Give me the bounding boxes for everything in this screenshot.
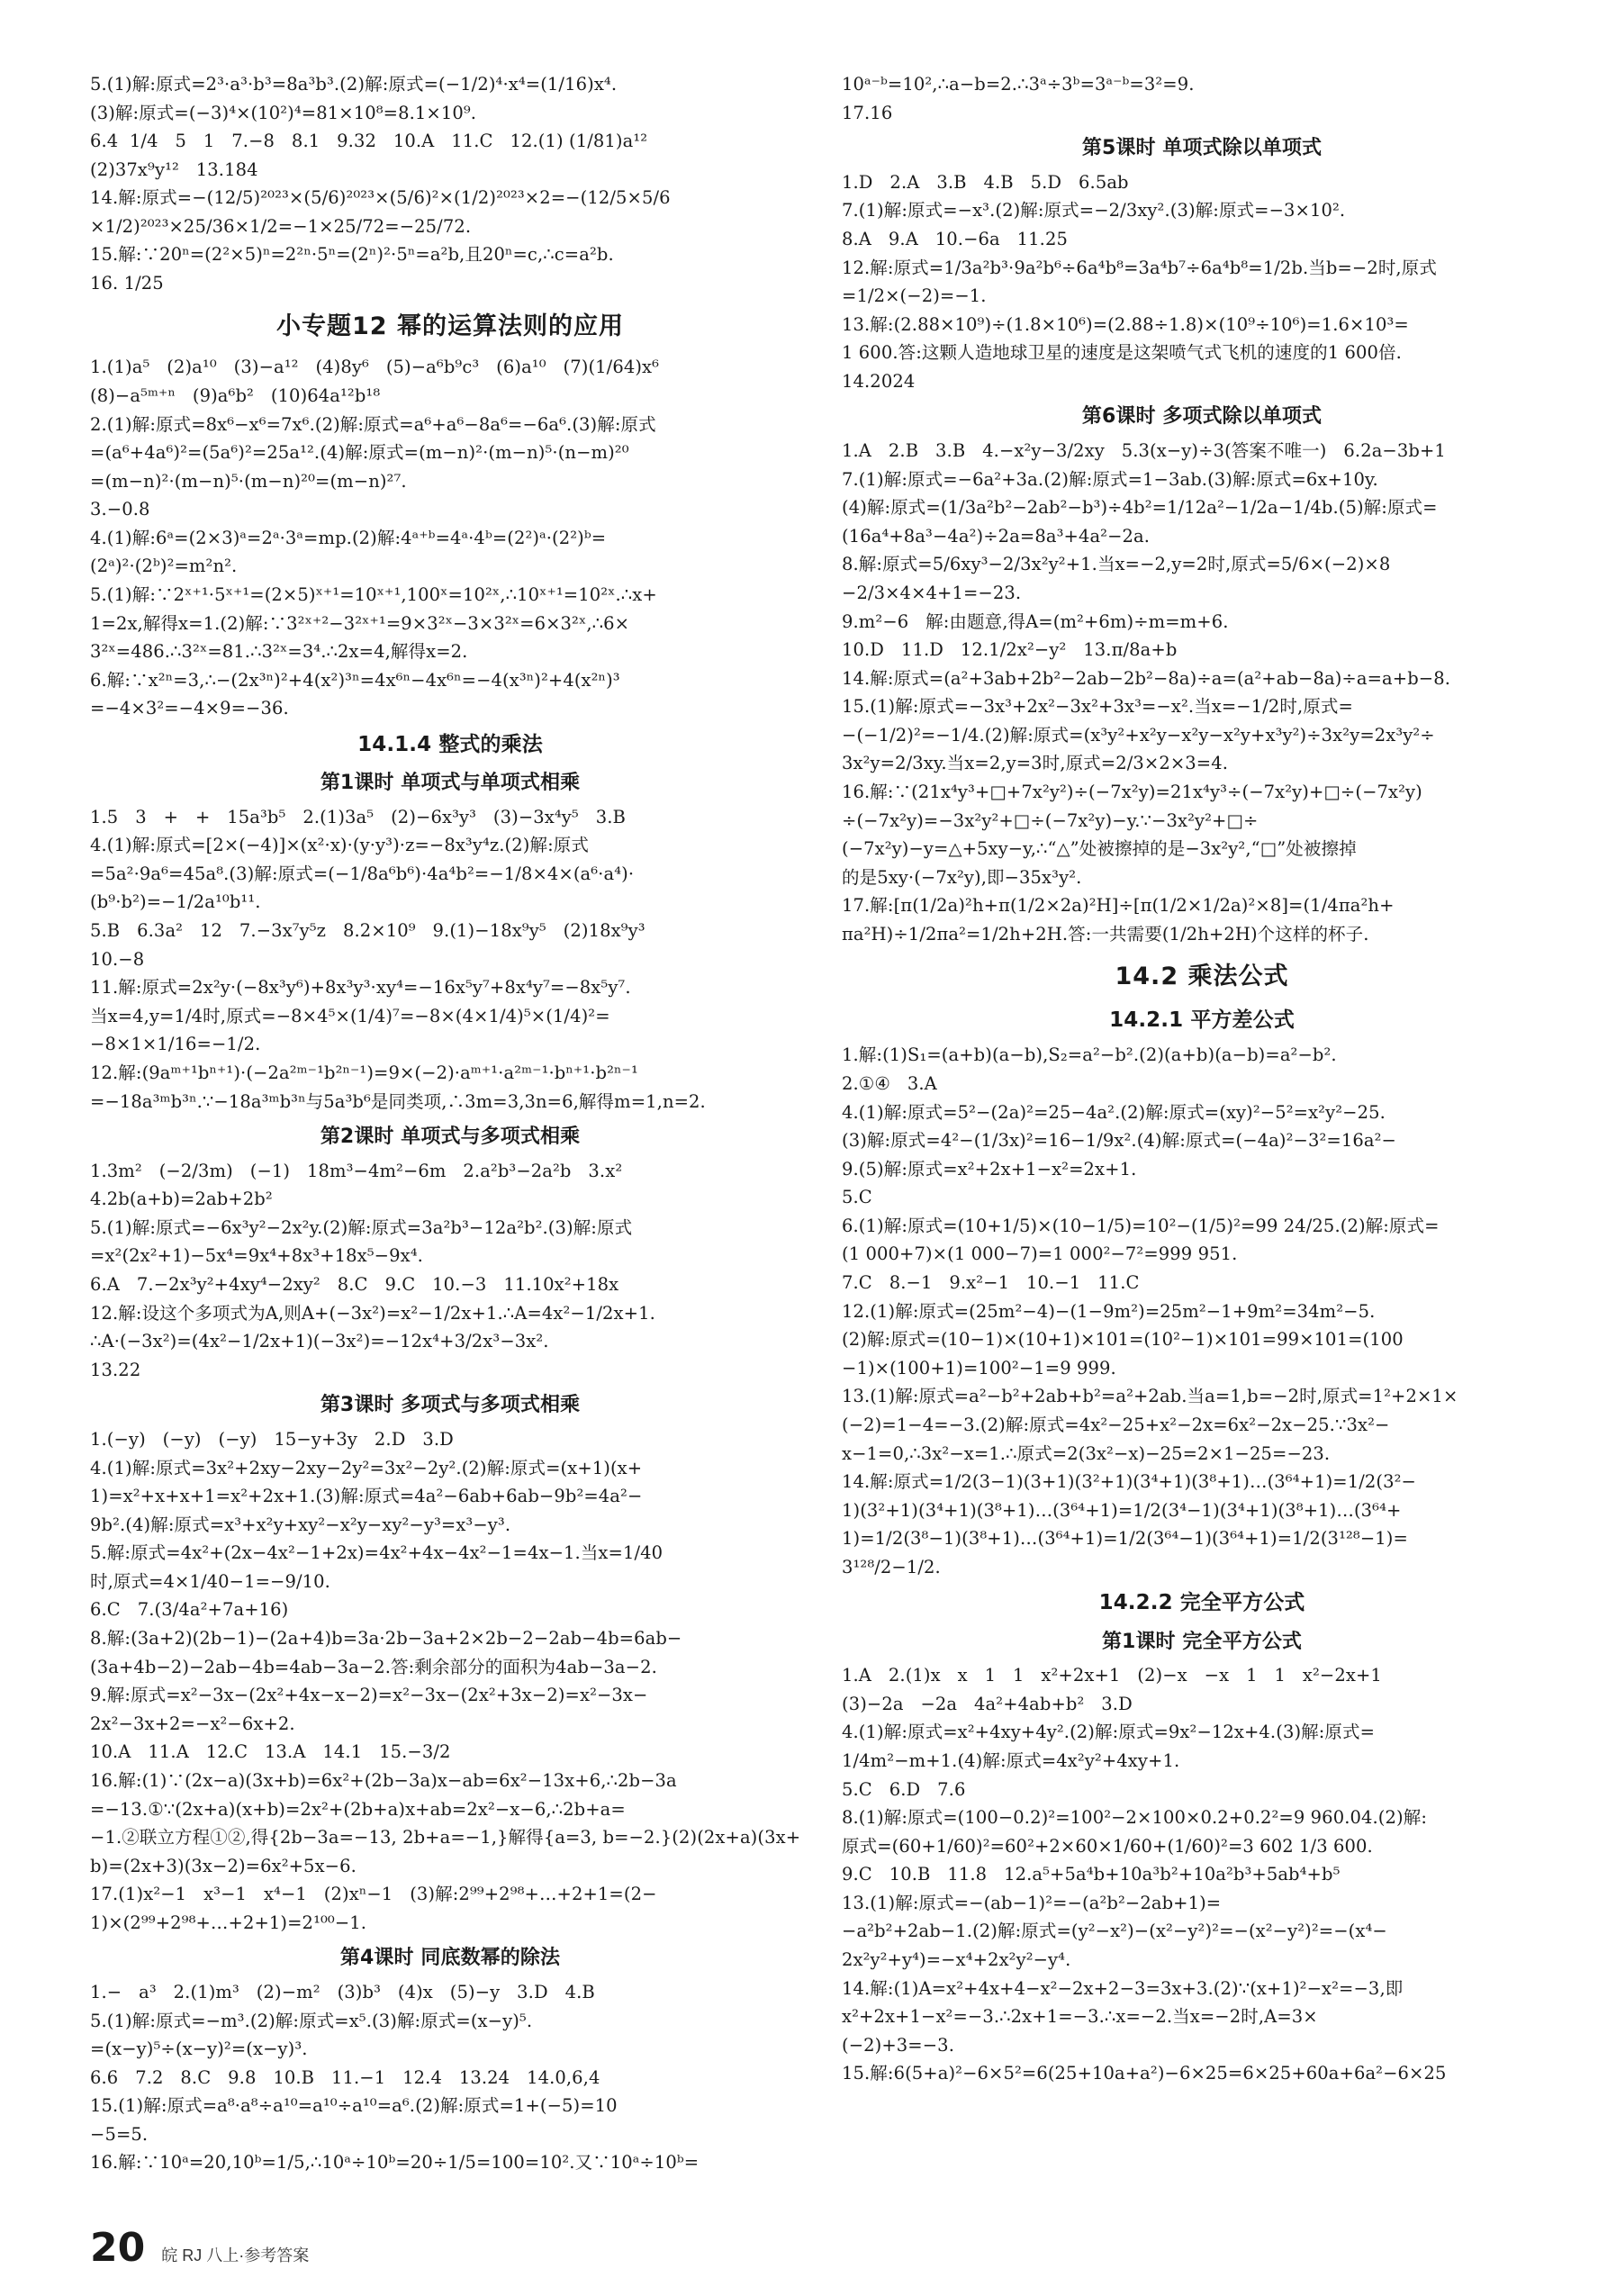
answer-line: 时,原式=4×1/40−1=−9/10. <box>90 1570 330 1592</box>
answer-line: 1)=x²+x+x+1=x²+2x+1.(3)解:原式=4a²−6ab+6ab−9b²=4a²− <box>90 1486 643 1507</box>
answer-line: 16. 1/25 <box>90 273 164 294</box>
answer-line: 1)(3²+1)(3⁴+1)(3⁸+1)…(3⁶⁴+1)=1/2(3⁴−1)(3⁴+1)(3⁸+1)…(3⁶⁴+ <box>842 1499 1402 1521</box>
answer-line: 14.解:原式=1/2(3−1)(3+1)(3²+1)(3⁴+1)(3⁸+1)…(3⁶⁴+1)=1/2(3²− <box>842 1471 1416 1493</box>
answer-line: 2.①④ 3.A <box>842 1073 937 1094</box>
answer-line: =−18a³ᵐb³ⁿ.∵−18a³ᵐb³ⁿ与5a³b⁶是同类项,∴3m=3,3n=6,解得m=1,n=2. <box>90 1090 706 1112</box>
answer-line: 1.(1)a⁵ (2)a¹⁰ (3)−a¹² (4)8y⁶ (5)−a⁶b⁹c³ (6)a¹⁰ (7)(1/64)x⁶ <box>90 357 660 378</box>
answer-line: =1/2×(−2)=−1. <box>842 285 987 307</box>
answer-line: (−2)+3=−3. <box>842 2034 954 2056</box>
lesson-heading: 第6课时 多项式除以单项式 <box>1081 405 1323 429</box>
answer-line: =5a²·9a⁶=45a⁸.(3)解:原式=(−1/8a⁶b⁶)·4a⁴b²=−1/8×4×(a⁶·a⁴)· <box>90 863 635 884</box>
answer-line: 5.(1)解:∵2ˣ⁺¹·5ˣ⁺¹=(2×5)ˣ⁺¹=10ˣ⁺¹,100ˣ=10²ˣ,∴10ˣ⁺¹=10²ˣ.∴x+ <box>90 583 657 605</box>
answer-line: 9.解:原式=x²−3x−(2x²+4x−x−2)=x²−3x−(2x²+3x−2)=x²−3x− <box>90 1685 648 1706</box>
answer-line: =x²(2x²+1)−5x⁴=9x⁴+8x³+18x⁵−9x⁴. <box>90 1245 423 1267</box>
answer-line: (4)解:原式=(1/3a²b²−2ab²−b³)÷4b²=1/12a²−1/2a−1/4b.(5)解:原式= <box>842 497 1438 519</box>
answer-line: −1.②联立方程①②,得{2b−3a=−13, 2b+a=−1,}解得{a=3, b=−2.}(2)(2x+a)(3x+ <box>90 1827 801 1849</box>
answer-line: 17.解:[π(1/2a)²h+π(1/2×2a)²H]÷[π(1/2×1/2a)²×8]=(1/4πa²h+ <box>842 895 1395 917</box>
answer-line: 9.(5)解:原式=x²+2x+1−x²=2x+1. <box>842 1158 1137 1180</box>
answer-line: 12.解:(9aᵐ⁺¹bⁿ⁺¹)·(−2a²ᵐ⁻¹b²ⁿ⁻¹)=9×(−2)·aᵐ⁺¹·a²ᵐ⁻¹·bⁿ⁺¹·b²ⁿ⁻¹ <box>90 1062 638 1083</box>
answer-line: 3.−0.8 <box>90 499 150 520</box>
answer-line: 1.解:(1)S₁=(a+b)(a−b),S₂=a²−b².(2)(a+b)(a−b)=a²−b². <box>842 1044 1337 1066</box>
answer-line: 1=2x,解得x=1.(2)解:∵3²ˣ⁺²−3²ˣ⁺¹=9×3²ˣ−3×3²ˣ=6×3²ˣ,∴6× <box>90 612 630 634</box>
answer-line: 17.16 <box>842 102 893 123</box>
answer-line: 10.A 11.A 12.C 13.A 14.1 15.−3/2 <box>90 1741 451 1763</box>
answer-line: 8.A 9.A 10.−6a 11.25 <box>842 228 1068 249</box>
answer-line: 14.解:原式=−(12/5)²⁰²³×(5/6)²⁰²³×(5/6)²×(1/2)²⁰²³×2=−(12/5×5/6 <box>90 187 671 209</box>
answer-line: 10ᵃ⁻ᵇ=10²,∴a−b=2.∴3ᵃ÷3ᵇ=3ᵃ⁻ᵇ=3²=9. <box>842 74 1195 95</box>
answer-line: 9b².(4)解:原式=x³+x²y+xy²−x²y−xy²−y³=x³−y³. <box>90 1514 511 1535</box>
answer-line: =(m−n)²·(m−n)⁵·(m−n)²⁰=(m−n)²⁷. <box>90 470 407 492</box>
answer-line: 16.解:∵(21x⁴y³+□+7x²y²)÷(−7x²y)=21x⁴y³÷(−7x²y)+□÷(−7x²y) <box>842 781 1422 802</box>
answer-line: 1.5 3 + + 15a³b⁵ 2.(1)3a⁵ (2)−6x³y³ (3)−3x⁴y⁵ 3.B <box>90 806 626 827</box>
answer-line: 1.D 2.A 3.B 4.B 5.D 6.5ab <box>842 171 1129 193</box>
right-column <box>842 70 1562 2088</box>
answer-line: 6.(1)解:原式=(10+1/5)×(10−1/5)=10²−(1/5)²=99 24/25.(2)解:原式= <box>842 1215 1440 1236</box>
lesson-heading: 第1课时 单项式与单项式相乘 <box>320 772 581 795</box>
section-heading: 14.2 乘法公式 <box>1115 963 1289 991</box>
lesson-heading: 第5课时 单项式除以单项式 <box>1081 137 1323 160</box>
answer-line: 4.(1)解:6ᵃ=(2×3)ᵃ=2ᵃ·3ᵃ=mp.(2)解:4ᵃ⁺ᵇ=4ᵃ·4ᵇ=(2²)ᵃ·(2²)ᵇ= <box>90 527 607 548</box>
answer-line: 12.解:原式=1/3a²b³·9a²b⁶÷6a⁴b⁸=3a⁴b⁷÷6a⁴b⁸=1/2b.当b=−2时,原式 <box>842 257 1437 278</box>
answer-line: 8.(1)解:原式=(100−0.2)²=100²−2×100×0.2+0.2²=9 960.04.(2)解: <box>842 1807 1427 1829</box>
answer-line: (3a+4b−2)−2ab−4b=4ab−3a−2.答:剩余部分的面积为4ab−3a−2. <box>90 1656 657 1677</box>
subsection-heading: 14.2.1 平方差公式 <box>1109 1008 1295 1033</box>
answer-line: 12.解:设这个多项式为A,则A+(−3x²)=x²−1/2x+1.∴A=4x²−1/2x+1. <box>90 1302 655 1324</box>
answer-line: 9.m²−6 解:由题意,得A=(m²+6m)÷m=m+6. <box>842 610 1229 632</box>
answer-line: 原式=(60+1/60)²=60²+2×60×1/60+(1/60)²=3 602 1/3 600. <box>842 1835 1373 1857</box>
answer-line: (2)37x⁹y¹² 13.184 <box>90 158 258 180</box>
answer-line: 14.解:原式=(a²+3ab+2b²−2ab−2b²−8a)÷a=(a²+ab−8a)÷a=a+b−8. <box>842 667 1451 689</box>
answer-line: 6.解:∵x²ⁿ=3,∴−(2x³ⁿ)²+4(x²)³ⁿ=4x⁶ⁿ−4x⁶ⁿ=−4(x³ⁿ)²+4(x²ⁿ)³ <box>90 669 620 691</box>
answer-line: 4.2b(a+b)=2ab+2b² <box>90 1189 273 1210</box>
answer-line: 10.−8 <box>90 948 145 970</box>
answer-line: =−4×3²=−4×9=−36. <box>90 698 289 719</box>
answer-line: 15.解:6(5+a)²−6×5²=6(25+10a+a²)−6×25=6×25+60a+6a²−6×25 <box>842 2063 1447 2084</box>
answer-line: 3¹²⁸/2−1/2. <box>842 1556 941 1577</box>
answer-line: (−2)=1−4=−3.(2)解:原式=4x²−25+x²−2x=6x²−2x−25.∵3x²− <box>842 1414 1390 1435</box>
answer-line: 5.解:原式=4x²+(2x−4x²−1+2x)=4x²+4x−4x²−1=4x−1.当x=1/40 <box>90 1542 664 1564</box>
answer-line: 2.(1)解:原式=8x⁶−x⁶=7x⁶.(2)解:原式=a⁶+a⁶−8a⁶=−6a⁶.(3)解:原式 <box>90 413 656 435</box>
answer-line: 10.D 11.D 12.1/2x²−y² 13.π/8a+b <box>842 639 1178 661</box>
answer-line: 1.(−y) (−y) (−y) 15−y+3y 2.D 3.D <box>90 1428 454 1450</box>
answer-line: (3)解:原式=(−3)⁴×(10²)⁴=81×10⁸=8.1×10⁹. <box>90 102 477 123</box>
answer-line: πa²H)÷1/2πa²=1/2h+2H.答:一共需要(1/2h+2H)个这样的杯子. <box>842 923 1369 945</box>
answer-line: (8)−a⁵ᵐ⁺ⁿ (9)a⁶b² (10)64a¹²b¹⁸ <box>90 384 381 406</box>
answer-line: 14.解:(1)A=x²+4x+4−x²−2x+2−3=3x+3.(2)∵(x+1)²−x²=−3,即 <box>842 1977 1404 1999</box>
answer-line: 13.22 <box>90 1359 141 1380</box>
answer-line: 3²ˣ=486.∴3²ˣ=81.∴3²ˣ=3⁴.∴2x=4,解得x=2. <box>90 641 468 663</box>
answer-line: (b⁹·b²)=−1/2a¹⁰b¹¹. <box>90 891 261 913</box>
answer-line: 4.(1)解:原式=5²−(2a)²=25−4a².(2)解:原式=(xy)²−5²=x²y²−25. <box>842 1101 1386 1123</box>
answer-line: (2)解:原式=(10−1)×(10+1)×101=(10²−1)×101=99×101=(100 <box>842 1329 1404 1351</box>
answer-line: −1)×(100+1)=100²−1=9 999. <box>842 1357 1116 1379</box>
answer-line: 1 600.答:这颗人造地球卫星的速度是这架喷气式飞机的速度的1 600倍. <box>842 342 1402 364</box>
answer-line: 2x²y²+y⁴)=−x⁴+2x²y²−y⁴. <box>842 1949 1071 1971</box>
answer-line: ×1/2)²⁰²³×25/36×1/2=−1×25/72=−25/72. <box>90 215 472 237</box>
answer-line: 16.解:∵10ᵃ=20,10ᵇ=1/5,∴10ᵃ÷10ᵇ=20÷1/5=100=10².又∵10ᵃ÷10ᵇ= <box>90 2152 700 2174</box>
answer-line: 1.3m² (−2/3m) (−1) 18m³−4m²−6m 2.a²b³−2a²b 3.x² <box>90 1160 623 1181</box>
answer-line: 1.A 2.(1)x x 1 1 x²+2x+1 (2)−x −x 1 1 x²−2x+1 <box>842 1665 1382 1686</box>
answer-line: −8×1×1/16=−1/2. <box>90 1034 261 1055</box>
answer-line: ∴A·(−3x²)=(4x²−1/2x+1)(−3x²)=−12x⁴+3/2x³−3x². <box>90 1331 549 1352</box>
answer-line: −2/3×4×4+1=−23. <box>842 582 1022 603</box>
answer-line: (−7x²y)−y=△+5xy−y,∴“△”处被擦掉的是−3x²y²,“□”处被擦掉 <box>842 838 1357 860</box>
answer-line: 5.C <box>842 1187 872 1208</box>
lesson-heading: 第2课时 单项式与多项式相乘 <box>320 1125 581 1149</box>
answer-line: 5.(1)解:原式=−m³.(2)解:原式=x⁵.(3)解:原式=(x−y)⁵. <box>90 2010 533 2031</box>
left-column <box>90 70 810 2177</box>
answer-line: 13.(1)解:原式=a²−b²+2ab+b²=a²+2ab.当a=1,b=−2时,原式=1²+2×1× <box>842 1386 1458 1407</box>
answer-line: 8.解:(3a+2)(2b−1)−(2a+4)b=3a·2b−3a+2×2b−2−2ab−4b=6ab− <box>90 1628 682 1650</box>
answer-line: =−13.①∵(2x+a)(x+b)=2x²+(2b+a)x+ab=2x²−x−6,∴2b+a= <box>90 1798 626 1820</box>
answer-line: 5.(1)解:原式=2³·a³·b³=8a³b³.(2)解:原式=(−1/2)⁴·x⁴=(1/16)x⁴. <box>90 74 618 95</box>
answer-line: 6.A 7.−2x³y²+4xy⁴−2xy² 8.C 9.C 10.−3 11.10x²+18x <box>90 1274 619 1296</box>
answer-line: 15.解:∵20ⁿ=(2²×5)ⁿ=2²ⁿ·5ⁿ=(2ⁿ)²·5ⁿ=a²b,且20ⁿ=c,∴c=a²b. <box>90 244 614 266</box>
answer-line: 17.(1)x²−1 x³−1 x⁴−1 (2)xⁿ−1 (3)解:2⁹⁹+2⁹⁸+…+2+1=(2− <box>90 1884 657 1905</box>
answer-line: 16.解:(1)∵(2x−a)(3x+b)=6x²+(2b−3a)x−ab=6x²−13x+6,∴2b−3a <box>90 1769 677 1791</box>
answer-line: 6.C 7.(3/4a²+7a+16) <box>90 1599 289 1621</box>
answer-line: 1)×(2⁹⁹+2⁹⁸+…+2+1)=2¹⁰⁰−1. <box>90 1912 367 1933</box>
answer-line: 1.− a³ 2.(1)m³ (2)−m² (3)b³ (4)x (5)−y 3.D 4.B <box>90 1982 595 2003</box>
answer-line: 5.(1)解:原式=−6x³y²−2x²y.(2)解:原式=3a²b³−12a²b².(3)解:原式 <box>90 1216 633 1238</box>
answer-line: 9.C 10.B 11.8 12.a⁵+5a⁴b+10a³b²+10a²b³+5ab⁴+b⁵ <box>842 1864 1341 1885</box>
answer-line: 3x²y=2/3xy.当x=2,y=3时,原式=2/3×2×3=4. <box>842 753 1229 774</box>
answer-line: b)=(2x+3)(3x−2)=6x²+5x−6. <box>90 1855 357 1876</box>
subsection-heading: 14.1.4 整式的乘法 <box>357 732 543 756</box>
answer-line: 7.(1)解:原式=−x³.(2)解:原式=−2/3xy².(3)解:原式=−3×10². <box>842 200 1346 221</box>
answer-line: ÷(−7x²y)=−3x²y²+□÷(−7x²y)−y.∵−3x²y²+□÷ <box>842 809 1259 831</box>
answer-line: 当x=4,y=1/4时,原式=−8×4⁵×(1/4)⁷=−8×(4×1/4)⁵×(1/4)²= <box>90 1005 610 1026</box>
answer-line: 7.(1)解:原式=−6a²+3a.(2)解:原式=1−3ab.(3)解:原式=6x+10y. <box>842 468 1378 490</box>
answer-line: 8.解:原式=5/6xy³−2/3x²y²+1.当x=−2,y=2时,原式=5/6×(−2)×8 <box>842 554 1391 575</box>
answer-line: 1)=1/2(3⁸−1)(3⁸+1)…(3⁶⁴+1)=1/2(3⁶⁴−1)(3⁶⁴+1)=1/2(3¹²⁸−1)= <box>842 1528 1408 1550</box>
answer-line: 15.(1)解:原式=−3x³+2x²−3x²+3x³=−x².当x=−1/2时,原式= <box>842 696 1353 718</box>
page-footer <box>90 2225 309 2271</box>
page-number: 20 <box>90 2225 146 2271</box>
answer-line: 2x²−3x+2=−x²−6x+2. <box>90 1713 295 1734</box>
subsection-heading: 14.2.2 完全平方公式 <box>1098 1591 1305 1615</box>
section-heading: 小专题12 幂的运算法则的应用 <box>276 312 624 340</box>
answer-line: −5=5. <box>90 2123 149 2145</box>
answer-line: 1/4m²−m+1.(4)解:原式=4x²y²+4xy+1. <box>842 1750 1180 1772</box>
answer-line: −a²b²+2ab−1.(2)解:原式=(y²−x²)−(x²−y²)²=−(x²−y²)²=−(x⁴− <box>842 1921 1387 1942</box>
answer-line: 4.(1)解:原式=x²+4xy+4y².(2)解:原式=9x²−12x+4.(3)解:原式= <box>842 1722 1376 1743</box>
answer-line: 11.解:原式=2x²y·(−8x³y⁶)+8x³y³·xy⁴=−16x⁵y⁷+8x⁴y⁷=−8x⁵y⁷. <box>90 977 631 999</box>
answer-line: =(x−y)⁵÷(x−y)²=(x−y)³. <box>90 2038 308 2060</box>
footer-label: 皖 RJ 八上·参考答案 <box>161 2246 310 2264</box>
answer-line: =(a⁶+4a⁶)²=(5a⁶)²=25a¹².(4)解:原式=(m−n)²·(m−n)⁵·(n−m)²⁰ <box>90 442 629 464</box>
answer-line: 1.A 2.B 3.B 4.−x²y−3/2xy 5.3(x−y)÷3(答案不唯一) 6.2a−3b+1 <box>842 440 1446 462</box>
answer-line: 6.4 1/4 5 1 7.−8 8.1 9.32 10.A 11.C 12.(1) (1/81)a¹² <box>90 131 648 152</box>
answer-line: 4.(1)解:原式=3x²+2xy−2xy−2y²=3x²−2y².(2)解:原式=(x+1)(x+ <box>90 1457 643 1478</box>
answer-line: x²+2x+1−x²=−3.∴2x+1=−3.∴x=−2.当x=−2时,A=3× <box>842 2006 1318 2028</box>
lesson-heading: 第3课时 多项式与多项式相乘 <box>320 1394 581 1417</box>
answer-line: 15.(1)解:原式=a⁸·a⁸÷a¹⁰=a¹⁰÷a¹⁰=a⁶.(2)解:原式=1+(−5)=10 <box>90 2095 618 2117</box>
answer-line: (2ᵃ)²·(2ᵇ)²=m²n². <box>90 556 238 577</box>
lesson-heading: 第1课时 完全平方公式 <box>1101 1630 1303 1653</box>
answer-line: (1 000+7)×(1 000−7)=1 000²−7²=999 951. <box>842 1243 1238 1265</box>
answer-line: 5.C 6.D 7.6 <box>842 1778 966 1800</box>
answer-line: 14.2024 <box>842 370 916 392</box>
answer-line: (16a⁴+8a³−4a²)÷2a=8a³+4a²−2a. <box>842 525 1151 547</box>
answer-line: x−1=0,∴3x²−x=1.∴原式=2(3x²−x)−25=2×1−25=−23. <box>842 1442 1331 1464</box>
answer-line: −(−1/2)²=−1/4.(2)解:原式=(x³y²+x²y−x²y−x²y+x³y²)÷3x²y=2x³y²÷ <box>842 724 1435 746</box>
answer-line: 12.(1)解:原式=(25m²−4)−(1−9m²)=25m²−1+9m²=34m²−5. <box>842 1300 1376 1322</box>
answer-line: 5.B 6.3a² 12 7.−3x⁷y⁵z 8.2×10⁹ 9.(1)−18x⁹y⁵ (2)18x⁹y³ <box>90 920 646 942</box>
lesson-heading: 第4课时 同底数幂的除法 <box>339 1947 561 1970</box>
answer-line: 13.解:(2.88×10⁹)÷(1.8×10⁶)=(2.88÷1.8)×(10⁹÷10⁶)=1.6×10³= <box>842 313 1409 335</box>
answer-line: 的是5xy·(−7x²y),即−35x³y². <box>842 866 1082 888</box>
answer-line: (3)−2a −2a 4a²+4ab+b² 3.D <box>842 1693 1133 1714</box>
answer-line: 7.C 8.−1 9.x²−1 10.−1 11.C <box>842 1272 1140 1294</box>
answer-line: 13.(1)解:原式=−(ab−1)²=−(a²b²−2ab+1)= <box>842 1892 1222 1913</box>
answer-line: 6.6 7.2 8.C 9.8 10.B 11.−1 12.4 13.24 14.0,6,4 <box>90 2066 600 2088</box>
answer-line: 4.(1)解:原式=[2×(−4)]×(x²·x)·(y·y³)·z=−8x³y⁴z.(2)解:原式 <box>90 835 589 856</box>
answer-line: (3)解:原式=4²−(1/3x)²=16−1/9x².(4)解:原式=(−4a)²−3²=16a²− <box>842 1130 1396 1152</box>
